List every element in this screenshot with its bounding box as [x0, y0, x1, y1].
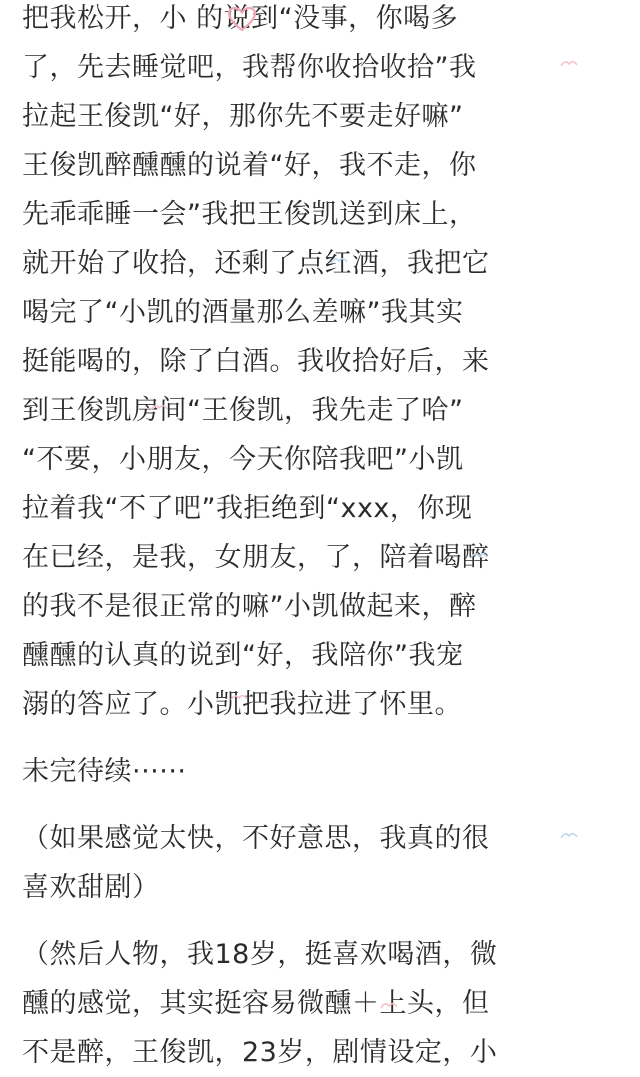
- heart-icon: [227, 6, 257, 32]
- text-line: 先乖乖睡一会”我把王俊凯送到床上，: [22, 199, 477, 230]
- decoration-mark: [380, 1000, 398, 1010]
- text-line: 拉着我“不了吧”我拒绝到“xxx，你现: [22, 493, 473, 524]
- text-line: 了，先去睡觉吧，我帮你收拾收拾”我: [22, 52, 477, 83]
- text-line: 把我松开，小 的说到“没事，你喝多: [22, 3, 459, 34]
- text-line: 到王俊凯房间“王俊凯，我先走了哈”: [22, 395, 464, 426]
- story-paragraph: [22, 0, 618, 729]
- text-line: 的我不是很正常的嘛”小凯做起来，醉: [22, 591, 477, 622]
- text-line: 在已经，是我，女朋友，了，陪着喝醉: [22, 542, 490, 573]
- decoration-mark: [560, 58, 578, 68]
- text-line: 拉起王俊凯“好，那你先不要走好嘛”: [22, 101, 464, 132]
- to-be-continued: 未完待续······: [22, 756, 187, 787]
- decoration-mark: [150, 402, 168, 412]
- decoration-mark: [230, 692, 248, 702]
- text-line: 喝完了“小凯的酒量那么差嘛”我其实: [22, 297, 464, 328]
- author-note: [22, 814, 618, 912]
- text-line: “不要，小朋友，今天你陪我吧”小凯: [22, 444, 464, 475]
- decoration-mark: [470, 550, 488, 560]
- text-line: （然后人物，我18岁，挺喜欢喝酒，微: [22, 939, 498, 970]
- text-line: 就开始了收拾，还剩了点红酒，我把它: [22, 248, 490, 279]
- character-note: [22, 930, 618, 1077]
- text-line: 喜欢甜剧）: [22, 872, 160, 903]
- text-line: 不是醉，王俊凯，23岁，剧情设定，小: [22, 1037, 498, 1068]
- decoration-mark: [330, 255, 348, 265]
- text-line: 溺的答应了。小凯把我拉进了怀里。: [22, 689, 462, 720]
- text-line: （如果感觉太快，不好意思，我真的很: [22, 823, 490, 854]
- text-line: 王俊凯醉醺醺的说着“好，我不走，你: [22, 150, 477, 181]
- text-line: 醺醺的认真的说到“好，我陪你”我宠: [22, 640, 464, 671]
- text-line: 挺能喝的，除了白酒。我收拾好后，来: [22, 346, 490, 377]
- text-line: 醺的感觉，其实挺容易微醺＋上头，但: [22, 988, 490, 1019]
- decoration-mark: [560, 830, 578, 840]
